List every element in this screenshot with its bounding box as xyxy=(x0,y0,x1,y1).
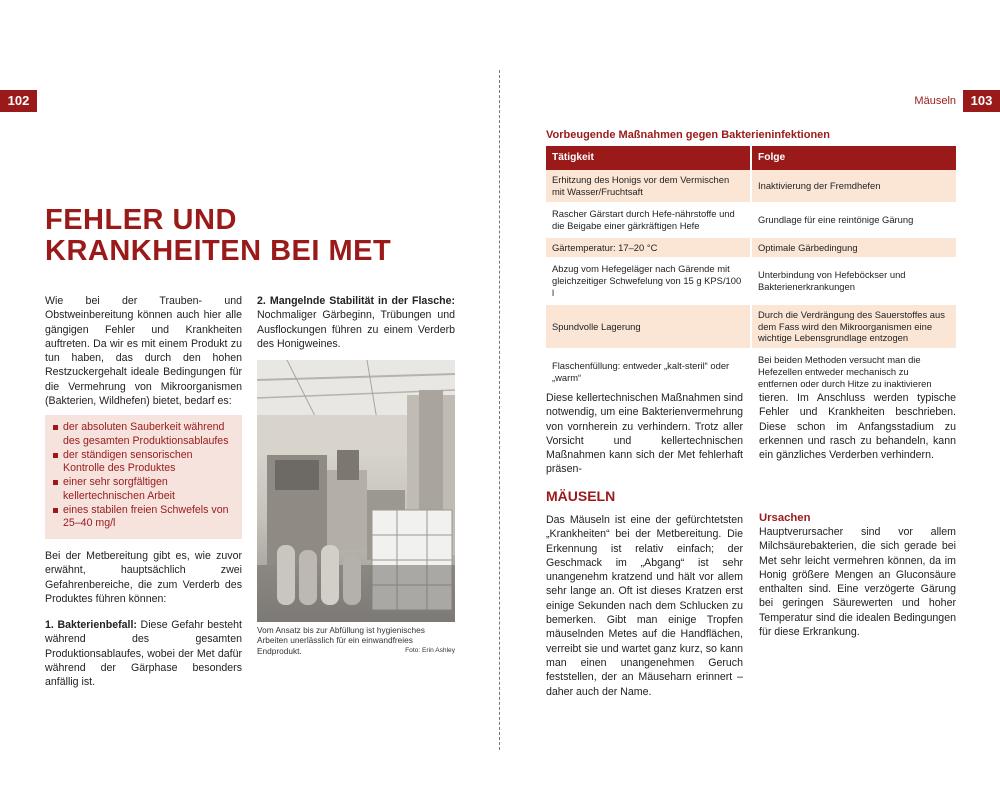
left-column-1 xyxy=(45,294,242,690)
list-item: der absoluten Sauberkeit während des gesamten Produktionsablaufes xyxy=(53,421,236,448)
after-table-col-right xyxy=(759,391,956,462)
page-title xyxy=(45,205,465,267)
table-cell: Gärtemperatur: 17–20 °C xyxy=(546,237,751,259)
stability-paragraph xyxy=(257,294,455,351)
winery-photo xyxy=(257,360,455,622)
running-header: Mäuseln xyxy=(914,95,956,107)
column-header-result: Folge xyxy=(751,146,956,170)
table-cell: Bei beiden Methoden versucht man die Hefezellen entweder mechanisch zu entfernen oder durch Hitze zu inaktivieren xyxy=(751,349,956,394)
photo-credit: Foto: Erin Ashley xyxy=(405,647,455,654)
table-cell: Flaschenfüllung: entweder „kalt-steril“ oder „warm“ xyxy=(546,349,751,394)
page-number-right: 103 xyxy=(963,90,1000,112)
danger-areas-paragraph: Bei der Metbereitung gibt es, wie zuvor erwähnt, hauptsächlich zwei Gefahrenbereiche, die zum Verderb des Produktes führen können: xyxy=(45,550,242,605)
table-row xyxy=(546,170,956,203)
title-line-2: KRANKHEITEN BEI MET xyxy=(45,235,392,267)
title-line-1: FEHLER UND xyxy=(45,204,237,236)
intro-paragraph: Wie bei der Trauben- und Obstweinbereitung können auch hier alle gängigen Fehler und Krankheiten auftreten. Da wir es mit einem Produkt zu tun haben, das durch den hohen Restzuckergehalt ideale Bedingungen für die Vermehrung von Mikroorganismen (Bakterien, Wildhefen) bietet, bedarf es: xyxy=(45,295,242,408)
measures-summary: Diese kellertechnischen Maßnahmen sind notwendig, um eine Bakterienvermehrung von vornherein zu verhindern. Trotz aller Vorsicht und kellertechnischen Maßnahmen kann sich der Met fehlerhaft präsen- xyxy=(546,392,743,476)
list-item: der ständigen sensorischen Kontrolle des Produktes xyxy=(53,449,236,476)
list-item: eines stabilen freien Schwefels von 25–40 mg/l xyxy=(53,504,236,531)
mauseln-paragraph: Das Mäuseln ist eine der gefürchtetsten „Krankheiten“ bei der Metbereitung. Die Erkennung ist relativ einfach; der Geschmack im „Abgang“ ist sehr unangenehm kratzend und hält vor allem sehr lange an. Oft ist dieses Kratzen erst einige Sekunden nach dem Schlucken zu bemerken. Gibt man einige Tropfen mäuselnden Metes auf die Handflächen, verreibt sie und wartet ganz kurz, so kann man einen unangenehmen Geruch feststellen, der an Mäuseharn erinnert – daher auch der Name. xyxy=(546,514,743,698)
table-cell: Grundlage für eine reintönige Gärung xyxy=(751,203,956,237)
left-column-2 xyxy=(257,294,455,351)
table-cell: Inaktivierung der Fremdhefen xyxy=(751,170,956,203)
table-row xyxy=(546,258,956,303)
ursachen-column xyxy=(759,512,956,639)
measures-summary-continued: tieren. Im Anschluss werden typische Fehler und Krankheiten beschrieben. Diese schon im Anfangsstadium zu erkennen und rasch zu behandeln, kann ein gänzliches Verderben verhindern. xyxy=(759,392,956,462)
ursachen-paragraph: Hauptverursacher sind vor allem Milchsäurebakterien, die sich gerade bei Met sehr leicht vermehren können, da im Honig größere Mengen an Gluconsäure enthalten sind. Eine verzögerte Gärung bei geringen Säurewerten und hoher Temperatur sind die idealen Bedingungen für diese Erkrankung. xyxy=(759,526,956,639)
table-cell: Spundvolle Lagerung xyxy=(546,304,751,349)
prevention-table xyxy=(546,146,956,396)
table-row xyxy=(546,237,956,259)
bacteria-heading: 1. Bakterienbefall: xyxy=(45,619,137,632)
bacteria-paragraph xyxy=(45,618,242,689)
table-cell: Erhitzung des Honigs vor dem Vermischen mit Wasser/Fruchtsaft xyxy=(546,170,751,203)
stability-text: Nochmaliger Gärbeginn, Trübungen und Ausflockungen führen zu einem Verderb des Honigweines. xyxy=(257,309,455,350)
measures-table xyxy=(546,146,956,396)
requirements-box xyxy=(45,415,242,539)
section-title: MÄUSELN xyxy=(546,488,616,504)
list-item: einer sehr sorgfältigen kellertechnischen Arbeit xyxy=(53,476,236,503)
table-cell: Rascher Gärstart durch Hefe-nährstoffe und die Beigabe einer gärkräftigen Hefe xyxy=(546,203,751,237)
stability-heading: 2. Mangelnde Stabilität in der Flasche: xyxy=(257,295,455,307)
production-hall-illustration xyxy=(257,360,455,622)
mauseln-column xyxy=(546,513,743,699)
table-row xyxy=(546,203,956,237)
table-row xyxy=(546,349,956,394)
table-cell: Abzug vom Hefegeläger nach Gärende mit gleichzeitiger Schwefelung von 15 g KPS/100 l xyxy=(546,258,751,303)
table-title: Vorbeugende Maßnahmen gegen Bakterieninfektionen xyxy=(546,129,831,141)
column-header-activity: Tätigkeit xyxy=(546,146,751,170)
table-cell: Unterbindung von Hefeböckser und Bakterienerkrankungen xyxy=(751,258,956,303)
page-number-left: 102 xyxy=(0,90,37,112)
photo-caption: Vom Ansatz bis zur Abfüllung ist hygienisches Arbeiten unerlässlich für ein einwandfreies Endprodukt. xyxy=(257,625,425,656)
section-mauseln xyxy=(546,488,615,504)
table-cell: Durch die Verdrängung des Sauerstoffes aus dem Fass wird den Mikroorganismen eine wichtige Lebensgrundlage entzogen xyxy=(751,304,956,349)
after-table-col-left xyxy=(546,391,743,477)
page-divider xyxy=(499,70,500,750)
ursachen-heading: Ursachen xyxy=(759,512,811,524)
bacteria-text: Diese Gefahr besteht während des gesamten Produktionsablaufes, wobei der Met dafür während der Gärphase besonders anfällig ist. xyxy=(45,619,242,689)
requirements-list xyxy=(53,421,236,531)
table-header-row xyxy=(546,146,956,170)
table-cell: Optimale Gärbedingung xyxy=(751,237,956,259)
table-row xyxy=(546,304,956,349)
